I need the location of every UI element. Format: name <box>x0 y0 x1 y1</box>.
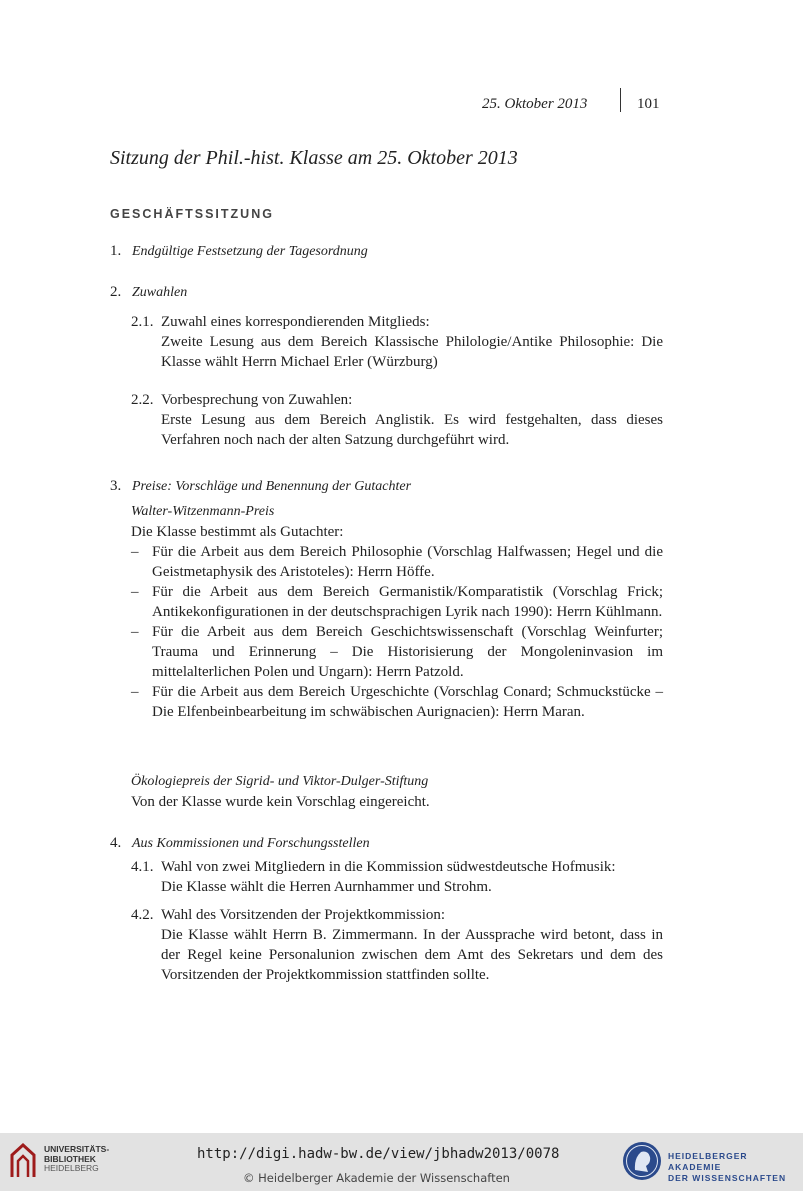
page-title: Sitzung der Phil.-hist. Klasse am 25. Oktober 2013 <box>110 147 518 169</box>
sub-item-number: 4.1. <box>131 859 154 875</box>
permalink-url[interactable]: http://digi.hadw-bw.de/view/jbhadw2013/0078 <box>197 1146 560 1162</box>
list-item-text: Für die Arbeit aus dem Bereich Urgeschichte (Vorschlag Conard; Schmuckstücke – Die Elfenbeinbearbeitung im schwäbischen Aurignacien): Herrn Maran. <box>152 684 663 720</box>
item-number: 1. <box>110 243 122 259</box>
list-item-text: Für die Arbeit aus dem Bereich Germanistik/Komparatistik (Vorschlag Frick; Antikekonfigurationen in der deutschsprachigen Lyrik nach 1990): Herrn Kühlmann. <box>152 584 663 620</box>
prize-oekologiepreis <box>131 772 663 812</box>
sub-item-body: Zweite Lesung aus dem Bereich Klassische Philologie/Antike Philosophie: Die Klasse wählt Herrn Michael Erler (Würzburg) <box>161 334 663 370</box>
sub-item-number: 2.2. <box>131 392 154 408</box>
agenda-item-3 <box>110 476 411 497</box>
list-item <box>131 682 663 722</box>
sub-item-number: 4.2. <box>131 907 154 923</box>
dash-marker: – <box>131 544 139 560</box>
item-title: Aus Kommissionen und Forschungsstellen <box>132 836 370 851</box>
list-item <box>131 582 663 622</box>
academy-seal-icon <box>621 1139 663 1183</box>
agenda-item-1 <box>110 241 368 262</box>
sub-item-body: Die Klasse wählt die Herren Aurnhammer und Strohm. <box>161 879 492 895</box>
sub-item-number: 2.1. <box>131 314 154 330</box>
prize-name: Walter-Witzenmann-Preis <box>131 504 275 519</box>
item-title: Zuwahlen <box>132 285 188 300</box>
sub-item-heading: Vorbesprechung von Zuwahlen: <box>161 392 353 408</box>
list-item <box>131 542 663 582</box>
sub-item-body: Die Klasse wählt Herrn B. Zimmermann. In der Aussprache wird betont, dass in der Regel keine Personalunion zwischen dem Amt des Sekretars und dem des Vorsitzenden der Projektkommission stattfinden sollte. <box>161 927 663 983</box>
item-number: 4. <box>110 835 122 851</box>
library-logo-icon <box>8 1141 38 1181</box>
copyright-notice: © Heidelberger Akademie der Wissenschaften <box>243 1171 510 1185</box>
sub-item-heading: Zuwahl eines korrespondierenden Mitglieds: <box>161 314 430 330</box>
sub-item-4-2 <box>131 905 663 985</box>
library-name-line: HEIDELBERG <box>44 1163 99 1173</box>
item-title: Endgültige Festsetzung der Tagesordnung <box>132 244 368 259</box>
sub-item-heading: Wahl von zwei Mitgliedern in die Kommission südwestdeutsche Hofmusik: <box>161 859 616 875</box>
list-item-text: Für die Arbeit aus dem Bereich Philosophie (Vorschlag Halfwassen; Hegel und die Geistmetaphysik des Aristoteles): Herrn Höffe. <box>152 544 663 580</box>
agenda-item-2 <box>110 282 187 303</box>
sub-item-body: Erste Lesung aus dem Bereich Anglistik. Es wird festgehalten, dass dieses Verfahren noch nach der alten Satzung durchgeführt wird. <box>161 412 663 448</box>
dash-marker: – <box>131 584 139 600</box>
academy-name <box>668 1151 803 1184</box>
dash-marker: – <box>131 684 139 700</box>
dash-marker: – <box>131 624 139 640</box>
academy-name-line: HEIDELBERGER AKADEMIE <box>668 1151 748 1172</box>
header-divider <box>620 88 621 112</box>
prize-walter-witzenmann <box>131 502 663 542</box>
item-number: 2. <box>110 284 122 300</box>
page-number: 101 <box>637 96 660 112</box>
sub-item-4-1 <box>131 857 663 897</box>
running-header-date: 25. Oktober 2013 <box>482 96 588 112</box>
agenda-item-4 <box>110 833 370 854</box>
item-title: Preise: Vorschläge und Benennung der Gutachter <box>132 479 412 494</box>
sub-item-heading: Wahl des Vorsitzenden der Projektkommission: <box>161 907 446 923</box>
sub-item-2-1 <box>131 312 663 372</box>
sub-item-2-2 <box>131 390 663 450</box>
library-name-line: BIBLIOTHEK <box>44 1153 96 1164</box>
item-number: 3. <box>110 478 122 494</box>
prize-intro: Die Klasse bestimmt als Gutachter: <box>131 524 344 540</box>
library-name-line: UNIVERSITÄTS- <box>44 1144 110 1154</box>
reviewer-list <box>131 542 663 722</box>
list-item-text: Für die Arbeit aus dem Bereich Geschichtswissenschaft (Vorschlag Weinfurter; Trauma und Erinnerung – Die Historisierung der Mongoleninvasion im mittelalterlichen Polen und Ungarn): Herrn Patzold. <box>152 624 663 680</box>
digitization-footer <box>0 1133 803 1191</box>
section-heading: GESCHÄFTSSITZUNG <box>110 207 274 221</box>
list-item <box>131 622 663 682</box>
prize-text: Von der Klasse wurde kein Vorschlag eingereicht. <box>131 794 430 810</box>
prize-name: Ökologiepreis der Sigrid- und Viktor-Dulger-Stiftung <box>131 774 429 789</box>
library-name <box>44 1145 109 1174</box>
academy-name-line: DER WISSENSCHAFTEN <box>668 1173 787 1183</box>
